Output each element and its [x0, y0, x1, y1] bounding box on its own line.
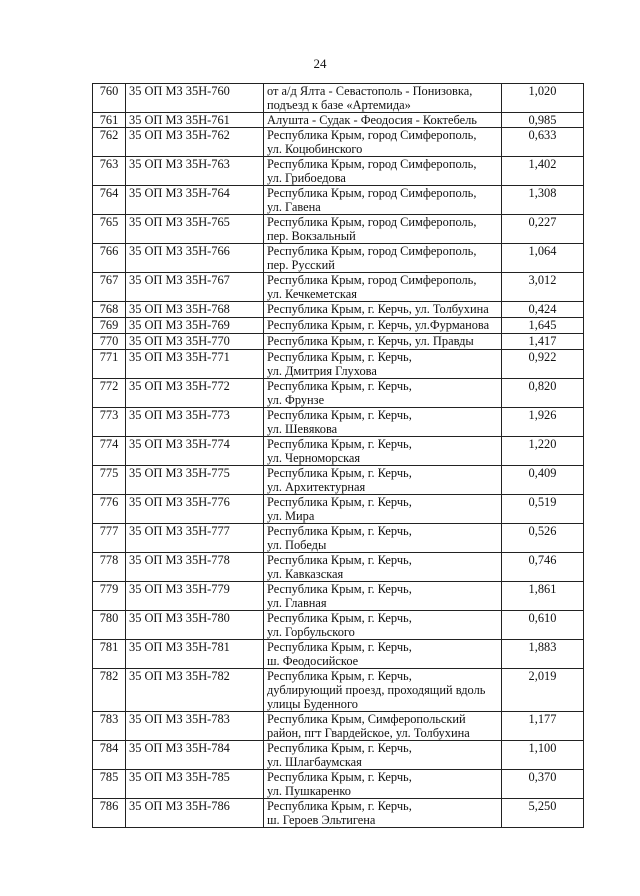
road-code: 35 ОП МЗ 35Н-762 — [126, 128, 264, 157]
table-row — [93, 84, 584, 113]
road-length: 1,177 — [502, 712, 584, 741]
road-code: 35 ОП МЗ 35Н-770 — [126, 334, 264, 350]
table-row — [93, 770, 584, 799]
road-name: Республика Крым, г. Керчь, ул. Черноморская — [264, 437, 502, 466]
row-number: 760 — [93, 84, 126, 113]
road-name: Республика Крым, г. Керчь, ул. Кавказская — [264, 553, 502, 582]
road-code: 35 ОП МЗ 35Н-763 — [126, 157, 264, 186]
road-name: Республика Крым, город Симферополь, ул. Коцюбинского — [264, 128, 502, 157]
road-length: 0,519 — [502, 495, 584, 524]
row-number: 778 — [93, 553, 126, 582]
road-code: 35 ОП МЗ 35Н-768 — [126, 302, 264, 318]
road-code: 35 ОП МЗ 35Н-766 — [126, 244, 264, 273]
road-code: 35 ОП МЗ 35Н-779 — [126, 582, 264, 611]
road-code: 35 ОП МЗ 35Н-786 — [126, 799, 264, 828]
row-number: 765 — [93, 215, 126, 244]
road-length: 1,020 — [502, 84, 584, 113]
row-number: 772 — [93, 379, 126, 408]
road-length: 1,861 — [502, 582, 584, 611]
road-length: 0,610 — [502, 611, 584, 640]
table-row — [93, 611, 584, 640]
road-name: Республика Крым, город Симферополь, пер. Русский — [264, 244, 502, 273]
road-code: 35 ОП МЗ 35Н-783 — [126, 712, 264, 741]
row-number: 768 — [93, 302, 126, 318]
row-number: 773 — [93, 408, 126, 437]
road-name: от а/д Ялта - Севастополь - Понизовка, подъезд к базе «Артемида» — [264, 84, 502, 113]
road-length: 0,227 — [502, 215, 584, 244]
table-row — [93, 215, 584, 244]
road-name: Алушта - Судак - Феодосия - Коктебель — [264, 113, 502, 128]
table-row — [93, 113, 584, 128]
road-code: 35 ОП МЗ 35Н-782 — [126, 669, 264, 712]
road-name: Республика Крым, г. Керчь, ш. Феодосийское — [264, 640, 502, 669]
row-number: 770 — [93, 334, 126, 350]
page-number: 24 — [313, 56, 327, 71]
road-name: Республика Крым, г. Керчь, ул. Толбухина — [264, 302, 502, 318]
road-length: 1,220 — [502, 437, 584, 466]
table-row — [93, 350, 584, 379]
table-row — [93, 741, 584, 770]
table-row — [93, 318, 584, 334]
road-length: 1,064 — [502, 244, 584, 273]
row-number: 767 — [93, 273, 126, 302]
road-code: 35 ОП МЗ 35Н-775 — [126, 466, 264, 495]
road-code: 35 ОП МЗ 35Н-771 — [126, 350, 264, 379]
road-name: Республика Крым, г. Керчь, ул. Архитектурная — [264, 466, 502, 495]
table-row — [93, 799, 584, 828]
row-number: 763 — [93, 157, 126, 186]
table-row — [93, 582, 584, 611]
road-length: 0,633 — [502, 128, 584, 157]
row-number: 782 — [93, 669, 126, 712]
road-name: Республика Крым, город Симферополь, ул. Грибоедова — [264, 157, 502, 186]
road-code: 35 ОП МЗ 35Н-772 — [126, 379, 264, 408]
road-code: 35 ОП МЗ 35Н-776 — [126, 495, 264, 524]
road-name: Республика Крым, г. Керчь, ул. Правды — [264, 334, 502, 350]
road-length: 1,645 — [502, 318, 584, 334]
road-name: Республика Крым, г. Керчь, ш. Героев Эльтигена — [264, 799, 502, 828]
road-length: 5,250 — [502, 799, 584, 828]
row-number: 769 — [93, 318, 126, 334]
road-length: 0,922 — [502, 350, 584, 379]
road-name: Республика Крым, Симферопольский район, пгт Гвардейское, ул. Толбухина — [264, 712, 502, 741]
road-name: Республика Крым, г. Керчь, ул.Фурманова — [264, 318, 502, 334]
row-number: 766 — [93, 244, 126, 273]
road-name: Республика Крым, город Симферополь, ул. Кечкеметская — [264, 273, 502, 302]
road-code: 35 ОП МЗ 35Н-784 — [126, 741, 264, 770]
row-number: 771 — [93, 350, 126, 379]
road-length: 3,012 — [502, 273, 584, 302]
table-row — [93, 408, 584, 437]
row-number: 785 — [93, 770, 126, 799]
road-length: 1,308 — [502, 186, 584, 215]
roads-table-body — [93, 84, 584, 828]
road-length: 0,409 — [502, 466, 584, 495]
road-name: Республика Крым, г. Керчь, ул. Мира — [264, 495, 502, 524]
table-row — [93, 466, 584, 495]
road-name: Республика Крым, г. Керчь, ул. Горбульского — [264, 611, 502, 640]
road-code: 35 ОП МЗ 35Н-778 — [126, 553, 264, 582]
road-code: 35 ОП МЗ 35Н-777 — [126, 524, 264, 553]
road-length: 1,402 — [502, 157, 584, 186]
road-code: 35 ОП МЗ 35Н-785 — [126, 770, 264, 799]
road-length: 0,424 — [502, 302, 584, 318]
road-code: 35 ОП МЗ 35Н-765 — [126, 215, 264, 244]
table-row — [93, 524, 584, 553]
road-name: Республика Крым, г. Керчь, ул. Шлагбаумская — [264, 741, 502, 770]
road-name: Республика Крым, город Симферополь, ул. Гавена — [264, 186, 502, 215]
road-length: 0,370 — [502, 770, 584, 799]
road-name: Республика Крым, г. Керчь, ул. Главная — [264, 582, 502, 611]
road-length: 0,820 — [502, 379, 584, 408]
road-length: 1,883 — [502, 640, 584, 669]
row-number: 776 — [93, 495, 126, 524]
table-row — [93, 157, 584, 186]
table-row — [93, 186, 584, 215]
road-code: 35 ОП МЗ 35Н-774 — [126, 437, 264, 466]
road-code: 35 ОП МЗ 35Н-773 — [126, 408, 264, 437]
table-row — [93, 128, 584, 157]
road-code: 35 ОП МЗ 35Н-761 — [126, 113, 264, 128]
table-row — [93, 273, 584, 302]
road-length: 0,746 — [502, 553, 584, 582]
road-code: 35 ОП МЗ 35Н-780 — [126, 611, 264, 640]
row-number: 780 — [93, 611, 126, 640]
row-number: 786 — [93, 799, 126, 828]
row-number: 761 — [93, 113, 126, 128]
road-code: 35 ОП МЗ 35Н-767 — [126, 273, 264, 302]
row-number: 781 — [93, 640, 126, 669]
road-length: 0,985 — [502, 113, 584, 128]
road-length: 1,100 — [502, 741, 584, 770]
row-number: 764 — [93, 186, 126, 215]
table-row — [93, 640, 584, 669]
road-name: Республика Крым, г. Керчь, ул. Победы — [264, 524, 502, 553]
road-name: Республика Крым, г. Керчь, ул. Шевякова — [264, 408, 502, 437]
row-number: 762 — [93, 128, 126, 157]
table-row — [93, 712, 584, 741]
row-number: 775 — [93, 466, 126, 495]
road-length: 2,019 — [502, 669, 584, 712]
table-row — [93, 437, 584, 466]
table-row — [93, 302, 584, 318]
road-code: 35 ОП МЗ 35Н-760 — [126, 84, 264, 113]
road-code: 35 ОП МЗ 35Н-769 — [126, 318, 264, 334]
road-name: Республика Крым, г. Керчь, ул. Фрунзе — [264, 379, 502, 408]
table-row — [93, 334, 584, 350]
row-number: 784 — [93, 741, 126, 770]
table-row — [93, 244, 584, 273]
table-row — [93, 495, 584, 524]
road-length: 1,926 — [502, 408, 584, 437]
row-number: 783 — [93, 712, 126, 741]
table-row — [93, 669, 584, 712]
road-name: Республика Крым, г. Керчь, ул. Дмитрия Глухова — [264, 350, 502, 379]
road-name: Республика Крым, город Симферополь, пер. Вокзальный — [264, 215, 502, 244]
road-code: 35 ОП МЗ 35Н-781 — [126, 640, 264, 669]
table-row — [93, 553, 584, 582]
road-name: Республика Крым, г. Керчь, дублирующий проезд, проходящий вдоль улицы Буденного — [264, 669, 502, 712]
roads-table — [92, 83, 584, 828]
row-number: 774 — [93, 437, 126, 466]
road-length: 0,526 — [502, 524, 584, 553]
row-number: 779 — [93, 582, 126, 611]
road-code: 35 ОП МЗ 35Н-764 — [126, 186, 264, 215]
road-length: 1,417 — [502, 334, 584, 350]
table-row — [93, 379, 584, 408]
row-number: 777 — [93, 524, 126, 553]
road-name: Республика Крым, г. Керчь, ул. Пушкаренко — [264, 770, 502, 799]
